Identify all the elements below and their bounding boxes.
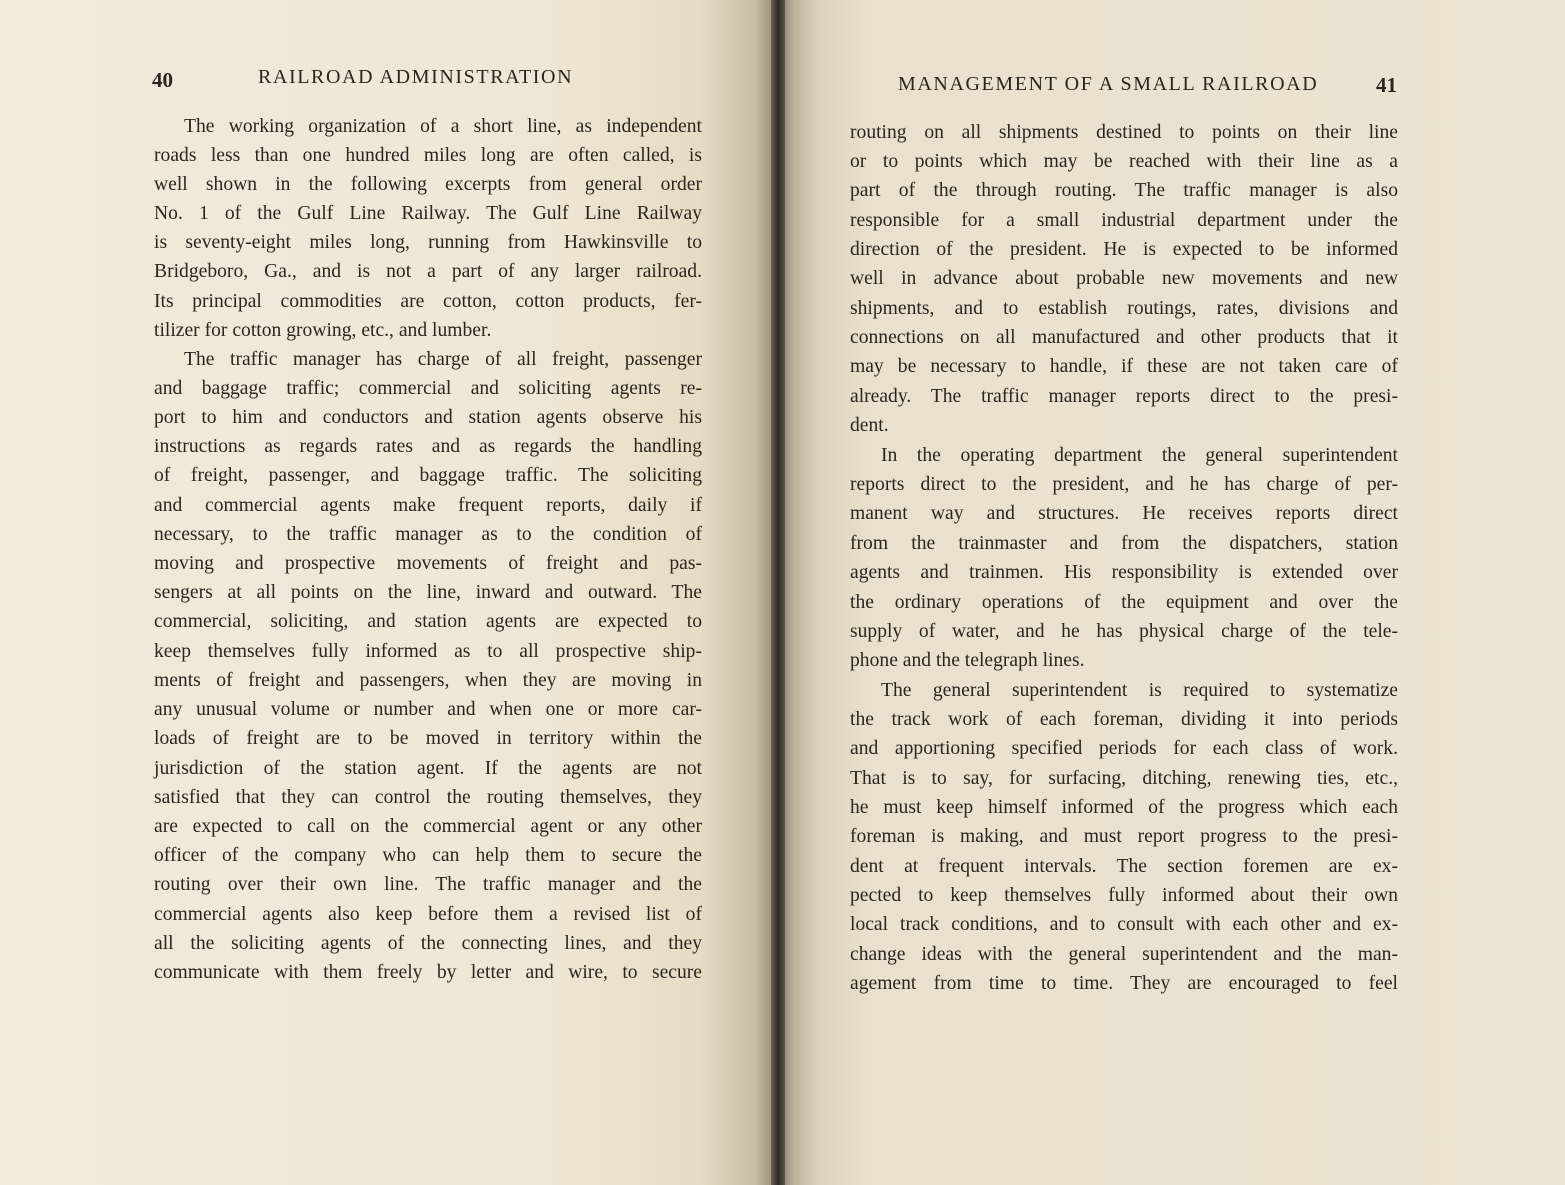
text-line: reports direct to the president, and he has charge of per- bbox=[850, 474, 1398, 495]
text-line: That is to say, for surfacing, ditching, renewing ties, etc., bbox=[850, 768, 1398, 789]
text-line: satisfied that they can control the routing themselves, they bbox=[154, 787, 702, 808]
text-line: keep themselves fully informed as to all prospective ship- bbox=[154, 641, 702, 662]
text-line: and apportioning specified periods for each class of work. bbox=[850, 738, 1398, 759]
text-line: port to him and conductors and station agents observe his bbox=[154, 407, 702, 428]
text-line: and baggage traffic; commercial and soliciting agents re- bbox=[154, 378, 702, 399]
left-page-number: 40 bbox=[152, 68, 173, 92]
text-line: necessary, to the traffic manager as to the condition of bbox=[154, 524, 702, 545]
text-line: sengers at all points on the line, inward and outward. The bbox=[154, 582, 702, 603]
text-line: responsible for a small industrial department under the bbox=[850, 210, 1398, 231]
text-line: shipments, and to establish routings, rates, divisions and bbox=[850, 298, 1398, 319]
text-line: may be necessary to handle, if these are not taken care of bbox=[850, 356, 1398, 377]
text-line: the track work of each foreman, dividing it into periods bbox=[850, 709, 1398, 730]
text-line: local track conditions, and to consult with each other and ex- bbox=[850, 914, 1398, 935]
text-line: officer of the company who can help them to secure the bbox=[154, 845, 702, 866]
text-line: or to points which may be reached with their line as a bbox=[850, 151, 1398, 172]
text-line: jurisdiction of the station agent. If the agents are not bbox=[154, 758, 702, 779]
text-line: of freight, passenger, and baggage traffic. The soliciting bbox=[154, 465, 702, 486]
text-line: agents and trainmen. His responsibility is extended over bbox=[850, 562, 1398, 583]
text-line: ments of freight and passengers, when they are moving in bbox=[154, 670, 702, 691]
text-line: the ordinary operations of the equipment and over the bbox=[850, 592, 1398, 613]
book-gutter bbox=[771, 0, 785, 1185]
text-line: dent at frequent intervals. The section foremen are ex- bbox=[850, 856, 1398, 877]
text-line: communicate with them freely by letter and wire, to secure bbox=[154, 962, 702, 983]
text-line: any unusual volume or number and when one or more car- bbox=[154, 699, 702, 720]
text-line: are expected to call on the commercial agent or any other bbox=[154, 816, 702, 837]
text-line: already. The traffic manager reports direct to the presi- bbox=[850, 386, 1398, 407]
text-line: The general superintendent is required to systematize bbox=[881, 680, 1398, 701]
text-line: Bridgeboro, Ga., and is not a part of any larger railroad. bbox=[154, 261, 702, 282]
text-line: foreman is making, and must report progress to the presi- bbox=[850, 826, 1398, 847]
text-line: tilizer for cotton growing, etc., and lumber. bbox=[154, 320, 492, 341]
text-line: commercial agents also keep before them a revised list of bbox=[154, 904, 702, 925]
text-line: he must keep himself informed of the progress which each bbox=[850, 797, 1398, 818]
text-line: moving and prospective movements of freight and pas- bbox=[154, 553, 702, 574]
text-line: roads less than one hundred miles long are often called, is bbox=[154, 145, 702, 166]
text-line: well in advance about probable new movements and new bbox=[850, 268, 1398, 289]
right-page-number: 41 bbox=[1376, 73, 1397, 97]
text-line: part of the through routing. The traffic manager is also bbox=[850, 180, 1398, 201]
text-line: agement from time to time. They are encouraged to feel bbox=[850, 973, 1398, 994]
text-line: The traffic manager has charge of all freight, passenger bbox=[184, 349, 702, 370]
text-line: and commercial agents make frequent reports, daily if bbox=[154, 495, 702, 516]
text-line: instructions as regards rates and as regards the handling bbox=[154, 436, 702, 457]
text-line: phone and the telegraph lines. bbox=[850, 650, 1085, 671]
text-line: is seventy-eight miles long, running from Hawkinsville to bbox=[154, 232, 702, 253]
text-line: connections on all manufactured and other products that it bbox=[850, 327, 1398, 348]
text-line: routing over their own line. The traffic manager and the bbox=[154, 874, 702, 895]
text-line: change ideas with the general superintendent and the man- bbox=[850, 944, 1398, 965]
text-line: pected to keep themselves fully informed about their own bbox=[850, 885, 1398, 906]
text-line: routing on all shipments destined to points on their line bbox=[850, 122, 1398, 143]
text-line: from the trainmaster and from the dispatchers, station bbox=[850, 533, 1398, 554]
text-line: The working organization of a short line, as independent bbox=[184, 116, 702, 137]
text-line: manent way and structures. He receives reports direct bbox=[850, 503, 1398, 524]
text-line: loads of freight are to be moved in territory within the bbox=[154, 728, 702, 749]
text-line: Its principal commodities are cotton, cotton products, fer- bbox=[154, 291, 702, 312]
right-running-head: MANAGEMENT OF A SMALL RAILROAD bbox=[898, 73, 1319, 95]
text-line: supply of water, and he has physical charge of the tele- bbox=[850, 621, 1398, 642]
text-line: all the soliciting agents of the connecting lines, and they bbox=[154, 933, 702, 954]
text-line: well shown in the following excerpts from general order bbox=[154, 174, 702, 195]
text-line: dent. bbox=[850, 415, 889, 436]
text-line: commercial, soliciting, and station agents are expected to bbox=[154, 611, 702, 632]
text-line: In the operating department the general superintendent bbox=[881, 445, 1398, 466]
text-line: No. 1 of the Gulf Line Railway. The Gulf Line Railway bbox=[154, 203, 702, 224]
left-running-head: RAILROAD ADMINISTRATION bbox=[258, 66, 574, 88]
text-line: direction of the president. He is expected to be informed bbox=[850, 239, 1398, 260]
